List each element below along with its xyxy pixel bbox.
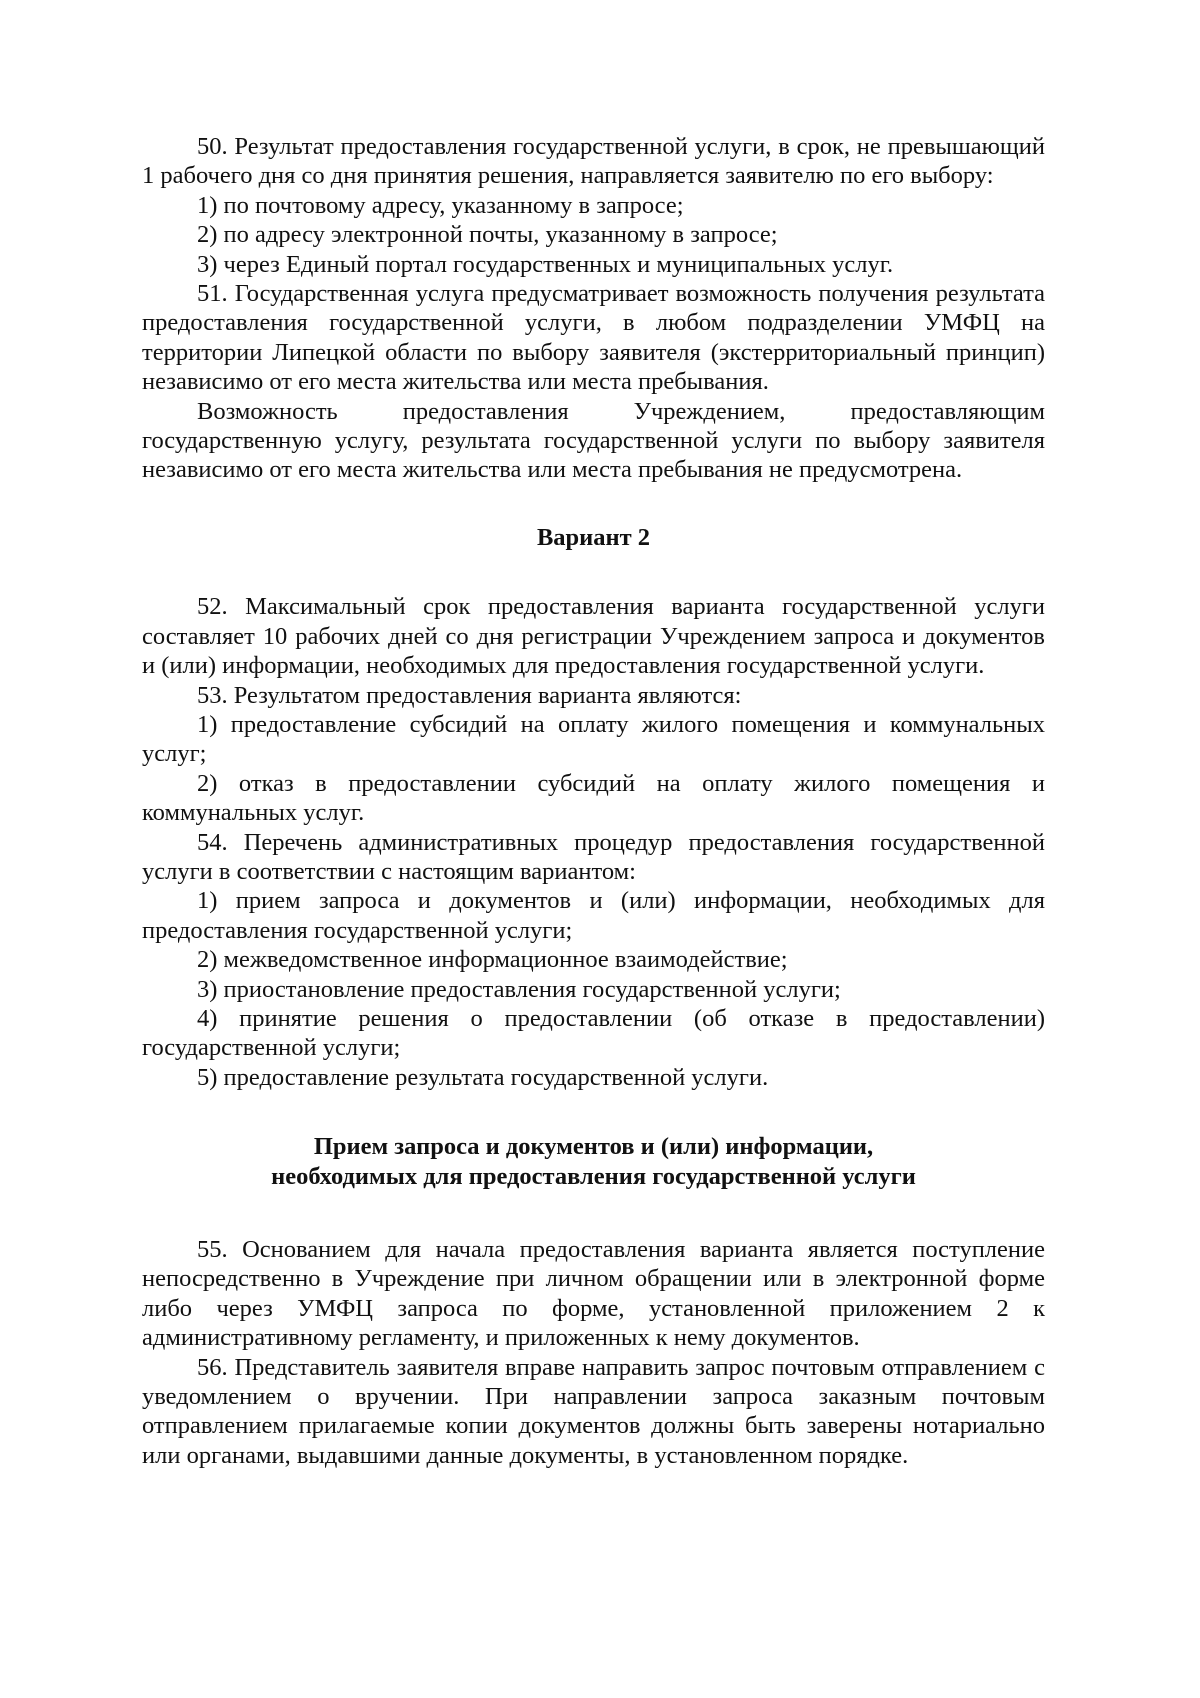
paragraph-54: 54. Перечень административных процедур предоставления государственной услуги в соответствии с настоящим вариантом:: [142, 828, 1045, 885]
list-item: 1) предоставление субсидий на оплату жилого помещения и коммунальных услуг;: [142, 710, 1045, 768]
section-heading-variant-2: Вариант 2: [536, 523, 651, 551]
document-page: [142, 132, 1045, 1470]
list-item: 2) по адресу электронной почты, указанному в запросе;: [197, 221, 778, 249]
paragraph-50: 50. Результат предоставления государственной услуги, в срок, не превышающий 1 рабочего дня со дня принятия решения, направляется заявителю по его выбору:: [142, 133, 1045, 190]
section-heading-procedure-line-1: Прием запроса и документов и (или) информации,: [313, 1133, 874, 1161]
list-item: 1) по почтовому адресу, указанному в запросе;: [197, 191, 684, 219]
list-item: 3) приостановление предоставления государственной услуги;: [197, 975, 841, 1003]
list-item: 2) отказ в предоставлении субсидий на оплату жилого помещения и коммунальных услуг.: [142, 769, 1045, 827]
list-item: 1) прием запроса и документов и (или) информации, необходимых для предоставления государственной услуги;: [142, 887, 1045, 944]
list-item: 5) предоставление результата государственной услуги.: [197, 1063, 769, 1091]
paragraph-55: 55. Основанием для начала предоставления варианта является поступление непосредственно в Учреждение при личном обращении или в электронной форме либо через УМФЦ запроса по форме, установленной приложением 2 к административному регламенту, и приложенных к нему документов.: [142, 1236, 1045, 1352]
paragraph-51-continuation: Возможность предоставления Учреждением, предоставляющим государственную услугу, результата государственной услуги по выбору заявителя независимо от его места жительства или места пребывания не предусмотрена.: [142, 397, 1045, 484]
paragraph-56: 56. Представитель заявителя вправе направить запрос почтовым отправлением с уведомлением о вручении. При направлении запроса заказным почтовым отправлением прилагаемые копии документов должны быть заверены нотариально или органами, выдавшими данные документы, в установленном порядке.: [142, 1353, 1045, 1469]
list-item: 2) межведомственное информационное взаимодействие;: [197, 946, 788, 974]
list-item: 4) принятие решения о предоставлении (об отказе в предоставлении) государственной услуги;: [142, 1004, 1045, 1062]
paragraph-52: 52. Максимальный срок предоставления варианта государственной услуги составляет 10 рабочих дней со дня регистрации Учреждением запроса и документов и (или) информации, необходимых для предоставления государственной услуги.: [142, 593, 1045, 680]
section-heading-procedure-line-2: необходимых для предоставления государственной услуги: [271, 1162, 916, 1190]
paragraph-51: 51. Государственная услуга предусматривает возможность получения результата предоставления государственной услуги, в любом подразделении УМФЦ на территории Липецкой области по выбору заявителя (экстерриториальный принцип) независимо от его места жительства или места пребывания.: [142, 280, 1045, 396]
list-item: 3) через Единый портал государственных и муниципальных услуг.: [197, 250, 894, 278]
paragraph-53: 53. Результатом предоставления варианта являются:: [197, 681, 742, 709]
